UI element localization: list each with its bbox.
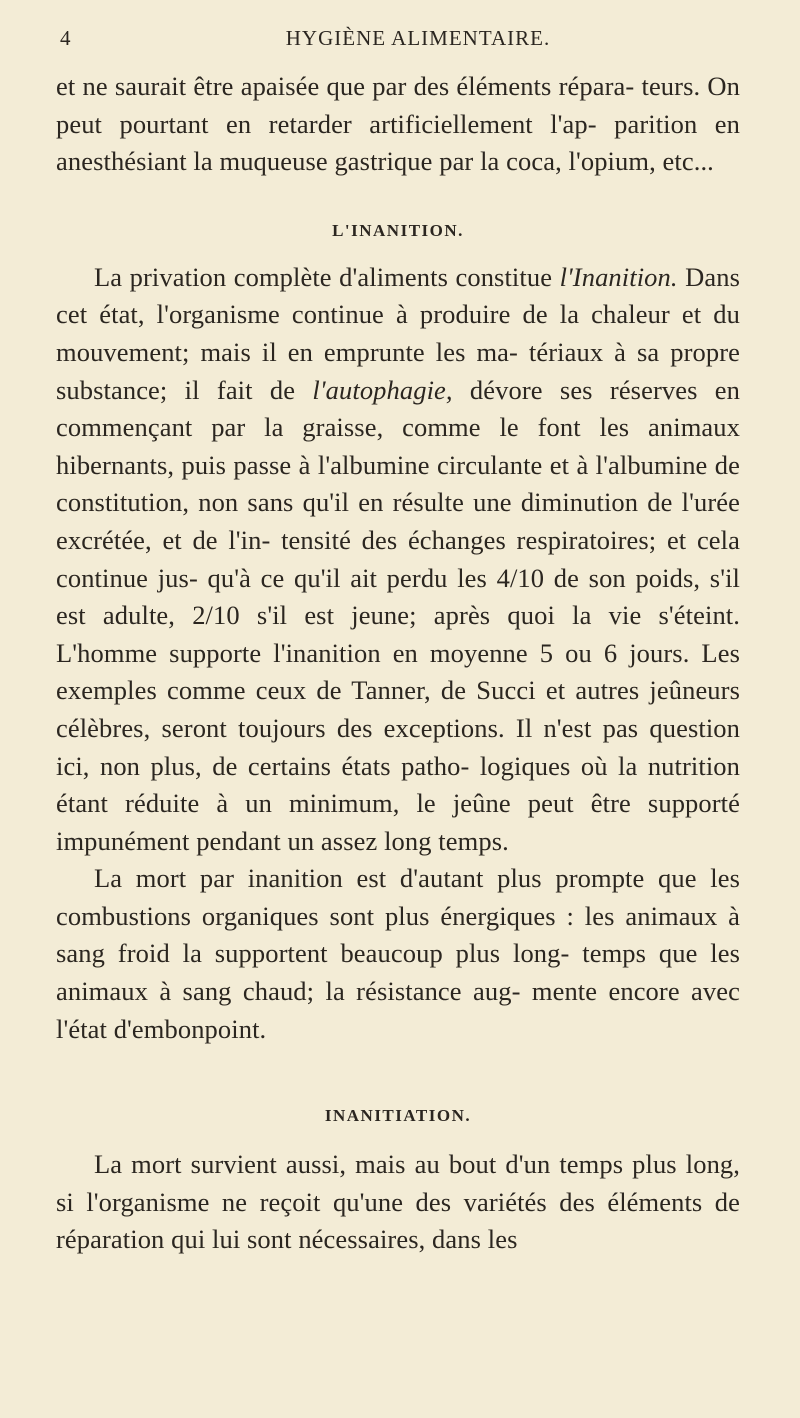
paragraph-inanition	[56, 259, 740, 861]
paragraph-mort-par-inanition: La mort par inanition est d'autant plus prompte que les combustions organiques sont plus énergiques : les animaux à sang froid la supportent beaucoup plus long- temps que les animaux à sang chaud; la résistance aug- mente encore avec l'état d'embonpoint.	[56, 863, 740, 1044]
running-title: HYGIÈNE ALIMENTAIRE.	[285, 26, 551, 50]
paragraph-text: Dans cet état, l'organisme continue à produire de la chaleur et du mouvement; mais il en emprunte les ma- tériaux à sa propre substance; il fait de	[56, 261, 740, 405]
running-head	[56, 26, 740, 54]
paragraph-text: La privation complète d'aliments constitue	[94, 261, 560, 292]
paragraph-text: dévore ses réserves en commençant par la graisse, comme le font les animaux hibernants, puis passe à l'albumine circulante et à l'albumine de constitution, non sans qu'il en résulte une diminution de l'urée excrétée, et de l'in- tensité des échanges respiratoires; et cela continue jus- qu'à ce qu'il ait perdu les 4/10 de son poids, s'il est adulte, 2/10 s'il est jeune; après quoi la vie s'éteint. L'homme supporte l'inanition en moyenne 5 ou 6 jours. Les exemples comme ceux de Tanner, de Succi et autres jeûneurs célèbres, seront toujours des exceptions. Il n'est pas question ici, non plus, de certains états patho- logiques où la nutrition étant réduite à un minimum, le jeûne peut être supporté impunément pendant un assez long temps.	[56, 374, 741, 856]
page-number: 4	[60, 26, 72, 50]
italic-term-inanition: l'Inanition.	[559, 261, 678, 292]
section-heading-inanitiation: INANITIATION.	[324, 1106, 472, 1126]
paragraph-inanitiation: La mort survient aussi, mais au bout d'un temps plus long, si l'organisme ne reçoit qu'une des variétés des éléments de réparation qui lui sont nécessaires, dans les	[56, 1149, 740, 1255]
italic-term-autophagie: l'autophagie,	[312, 374, 453, 405]
paragraph-continuation: et ne saurait être apaisée que par des éléments répara- teurs. On peut pourtant en retarder artificiellement l'ap- parition en anesthésiant la muqueuse gastrique par la coca, l'opium, etc...	[56, 71, 740, 177]
section-heading-inanition: L'INANITION.	[332, 220, 464, 240]
